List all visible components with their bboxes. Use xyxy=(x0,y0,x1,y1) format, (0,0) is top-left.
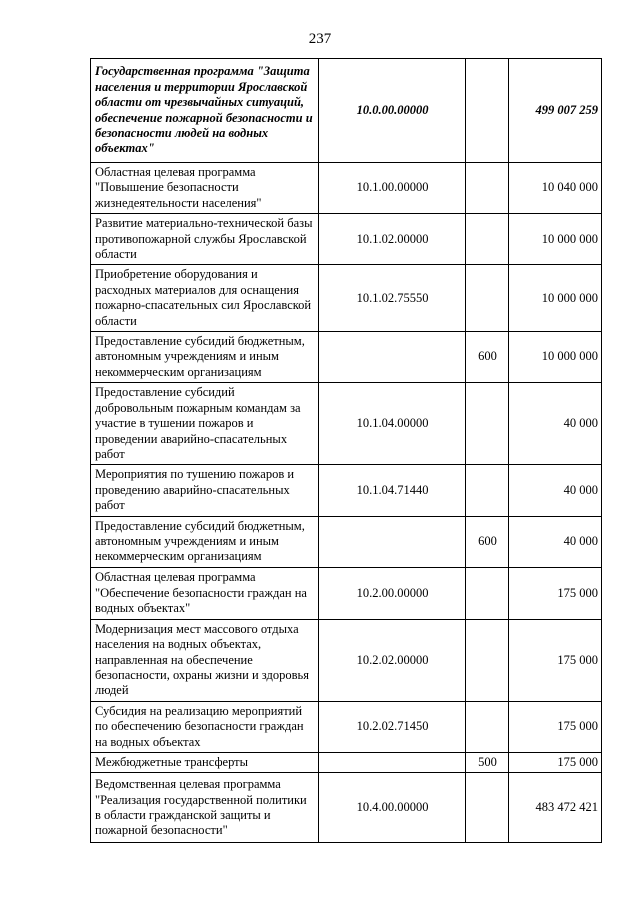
row-target-code: 10.1.00.00000 xyxy=(319,163,466,214)
row-amount: 175 000 xyxy=(509,567,602,619)
table-row xyxy=(91,465,602,516)
table-row xyxy=(91,567,602,619)
row-amount: 175 000 xyxy=(509,753,602,773)
row-amount: 10 000 000 xyxy=(509,332,602,383)
row-amount: 10 000 000 xyxy=(509,265,602,332)
row-amount: 175 000 xyxy=(509,619,602,701)
row-name: Областная целевая программа "Обеспечение безопасности граждан на водных объектах" xyxy=(91,567,319,619)
row-expense-type: 600 xyxy=(466,516,509,567)
table-row xyxy=(91,701,602,752)
row-target-code: 10.0.00.00000 xyxy=(319,59,466,163)
row-name: Областная целевая программа "Повышение безопасности жизнедеятельности населения" xyxy=(91,163,319,214)
row-amount: 40 000 xyxy=(509,465,602,516)
row-amount: 499 007 259 xyxy=(509,59,602,163)
row-target-code: 10.1.04.71440 xyxy=(319,465,466,516)
row-expense-type xyxy=(466,163,509,214)
row-target-code xyxy=(319,753,466,773)
table-row xyxy=(91,214,602,265)
row-name: Предоставление субсидий добровольным пожарным командам за участие в тушении пожаров и проведении аварийно-спасательных работ xyxy=(91,383,319,465)
row-expense-type xyxy=(466,383,509,465)
row-amount: 483 472 421 xyxy=(509,773,602,843)
row-amount: 175 000 xyxy=(509,701,602,752)
row-name: Развитие материально-технической базы противопожарной службы Ярославской области xyxy=(91,214,319,265)
row-name: Предоставление субсидий бюджетным, автономным учреждениям и иным некоммерческим организациям xyxy=(91,332,319,383)
row-name: Мероприятия по тушению пожаров и проведению аварийно-спасательных работ xyxy=(91,465,319,516)
row-expense-type xyxy=(466,567,509,619)
row-amount: 10 000 000 xyxy=(509,214,602,265)
table-row xyxy=(91,265,602,332)
row-expense-type xyxy=(466,265,509,332)
row-target-code: 10.2.02.71450 xyxy=(319,701,466,752)
table-row xyxy=(91,619,602,701)
row-target-code xyxy=(319,332,466,383)
table-row xyxy=(91,773,602,843)
table-row xyxy=(91,516,602,567)
row-name: Государственная программа "Защита населения и территории Ярославской области от чрезвычайных ситуаций, обеспечение пожарной безопасности и безопасности людей на водных объектах" xyxy=(91,59,319,163)
budget-table xyxy=(90,58,602,843)
row-name: Модернизация мест массового отдыха населения на водных объектах, направленная на обеспечение безопасности, охраны жизни и здоровья людей xyxy=(91,619,319,701)
row-expense-type xyxy=(466,701,509,752)
row-target-code xyxy=(319,516,466,567)
row-expense-type xyxy=(466,465,509,516)
table-row xyxy=(91,383,602,465)
row-expense-type xyxy=(466,619,509,701)
row-amount: 40 000 xyxy=(509,383,602,465)
row-expense-type: 600 xyxy=(466,332,509,383)
row-target-code: 10.2.02.00000 xyxy=(319,619,466,701)
row-name: Приобретение оборудования и расходных материалов для оснащения пожарно-спасательных сил Ярославской области xyxy=(91,265,319,332)
table-row xyxy=(91,163,602,214)
row-amount: 10 040 000 xyxy=(509,163,602,214)
row-name: Субсидия на реализацию мероприятий по обеспечению безопасности граждан на водных объектах xyxy=(91,701,319,752)
table-row xyxy=(91,332,602,383)
row-name: Межбюджетные трансферты xyxy=(91,753,319,773)
row-name: Ведомственная целевая программа "Реализация государственной политики в области гражданской защиты и пожарной безопасности" xyxy=(91,773,319,843)
row-target-code: 10.4.00.00000 xyxy=(319,773,466,843)
row-target-code: 10.1.02.75550 xyxy=(319,265,466,332)
row-target-code: 10.1.04.00000 xyxy=(319,383,466,465)
row-expense-type xyxy=(466,773,509,843)
row-expense-type: 500 xyxy=(466,753,509,773)
row-amount: 40 000 xyxy=(509,516,602,567)
table-row xyxy=(91,753,602,773)
table-row xyxy=(91,59,602,163)
page-number: 237 xyxy=(308,31,332,47)
row-expense-type xyxy=(466,214,509,265)
row-name: Предоставление субсидий бюджетным, автономным учреждениям и иным некоммерческим организациям xyxy=(91,516,319,567)
row-expense-type xyxy=(466,59,509,163)
row-target-code: 10.1.02.00000 xyxy=(319,214,466,265)
row-target-code: 10.2.00.00000 xyxy=(319,567,466,619)
